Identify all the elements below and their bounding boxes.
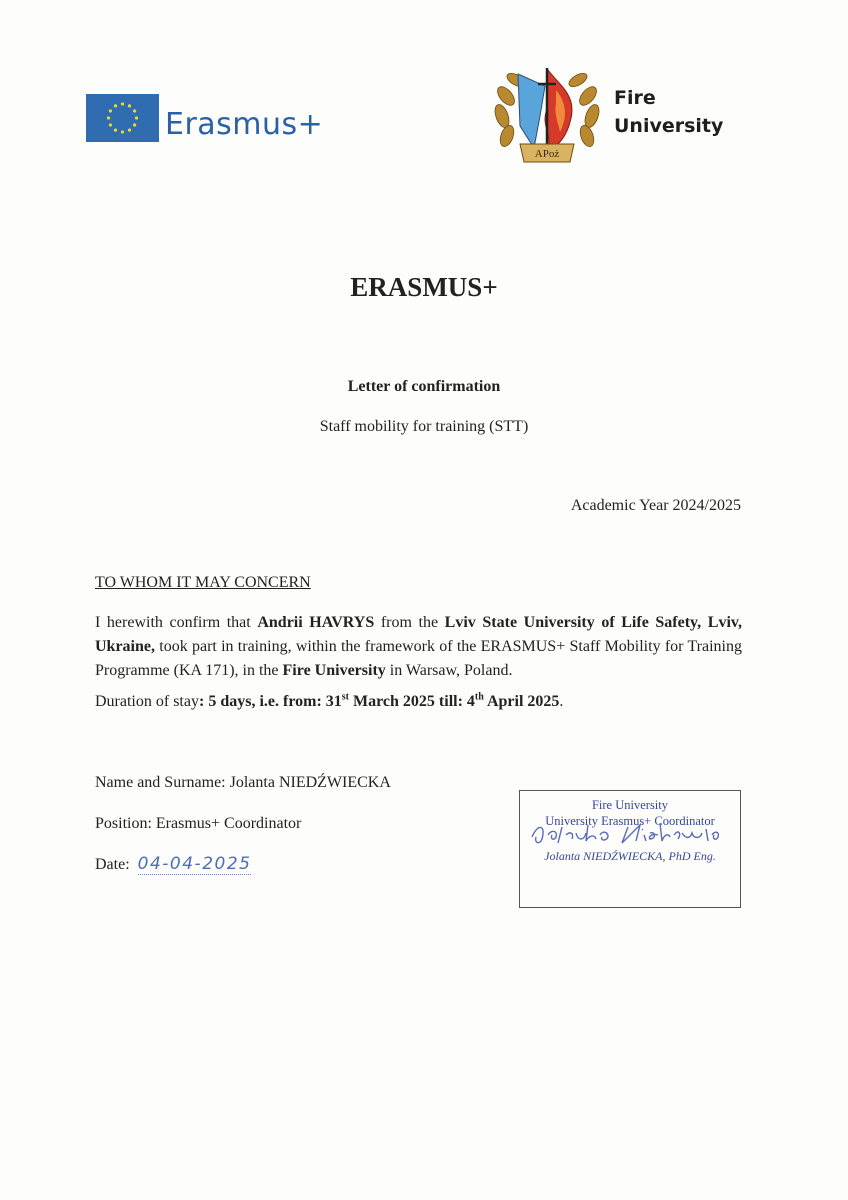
document-subtitle-program: Staff mobility for training (STT) (319, 418, 529, 435)
participant-name: Andrii HAVRYS (257, 614, 375, 631)
duration-line: Duration of stay: 5 days, i.e. from: 31st March 2025 till: 4th April 2025. (95, 691, 564, 710)
duration-value: : 5 days, i.e. from: 31st March 2025 till: 4th April 2025 (198, 691, 560, 710)
body-text-3: took part in training, within the framework of the ERASMUS+ Staff Mobility for Training Programme (KA 171), in the (95, 638, 742, 679)
handwritten-signature (528, 819, 738, 849)
confirmation-paragraph (95, 611, 742, 683)
home-institution: Lviv State University of Life Safety, Lviv, Ukraine, (95, 614, 743, 655)
fire-logo-line2: University (614, 115, 724, 137)
fire-logo-line1: Fire (614, 87, 656, 109)
date-label: Date: (95, 856, 134, 873)
body-text-1: I herewith confirm that (95, 614, 258, 631)
duration-label: Duration of stay (95, 693, 199, 710)
date-line (95, 854, 251, 874)
fire-university-logo (490, 56, 723, 166)
fire-university-emblem-icon (490, 56, 604, 166)
stamp-line1: Fire University (591, 798, 669, 812)
coordinator-name-line: Name and Surname: Jolanta NIEDŹWIECKA (95, 774, 391, 791)
host-institution: Fire University (282, 662, 386, 679)
stamp-line3: Jolanta NIEDŹWIECKA, PhD Eng. (544, 849, 716, 863)
handwritten-date: 04-04-2025 (137, 854, 252, 874)
body-text-4: in Warsaw, Poland. (385, 662, 513, 679)
academic-year: Academic Year 2024/2025 (570, 497, 741, 514)
emblem-text: APoż (534, 148, 560, 160)
stamp-line2: University Erasmus+ Coordinator (545, 814, 715, 828)
coordinator-position-line: Position: Erasmus+ Coordinator (95, 815, 302, 832)
erasmus-logo (86, 94, 323, 142)
eu-flag-icon (86, 94, 159, 142)
erasmus-logo-text: Erasmus+ (165, 106, 324, 142)
fire-university-logo-text (614, 84, 723, 140)
document-subtitle: Letter of confirmation (347, 378, 501, 395)
document-title: ERASMUS+ (350, 272, 498, 302)
salutation: TO WHOM IT MAY CONCERN (95, 574, 311, 591)
official-stamp (519, 790, 741, 908)
body-text-2: from the (374, 614, 445, 631)
